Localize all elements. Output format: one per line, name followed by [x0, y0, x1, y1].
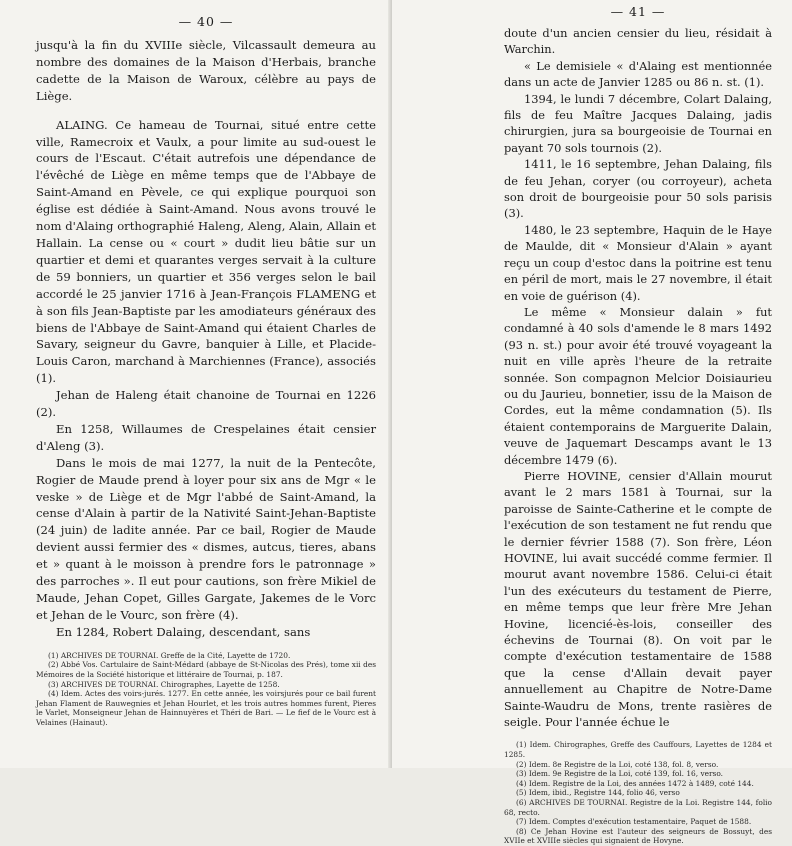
- right-body-text: [504, 25, 772, 730]
- left-page: [0, 0, 392, 768]
- footnote: (2) Abbé Vos. Cartulaire de Saint-Médard (abbaye de St-Nicolas des Prés), tome xii des Mémoires de la Société historique et littéraire de Tournai, p. 187.: [36, 660, 376, 679]
- paragraph: Dans le mois de mai 1277, la nuit de la Pentecôte, Rogier de Maude prend à loyer pour six ans de Mgr « le veske » de Liège et de Mgr l'abbé de Saint-Amand, la cense d'Alain à partir de la Nativité Saint-Jehan-Baptiste (24 juin) de ladite année. Par ce bail, Rogier de Maude devient aussi fermier des « dismes, autcus, tieres, abans et » quant à le moisson à prendre fors le patronnage » des parroches ». Il eut pour cautions, son frère Mikiel de Maude, Jehan Copet, Gilles Gargate, Jakemes de le Vorc et Jehan de le Vourc, son frère (4).: [36, 455, 376, 622]
- paragraph: jusqu'à la fin du XVIIIe siècle, Vilcassault demeura au nombre des domaines de la Maison d'Herbais, branche cadette de la Maison de Waroux, célèbre au pays de Liège.: [36, 38, 376, 103]
- footnote: (3) ARCHIVES DE TOURNAI. Chirographes, Layette de 1258.: [48, 679, 280, 689]
- paragraph: 1411, le 16 septembre, Jehan Dalaing, fils de feu Jehan, coryer (ou corroyeur), acheta son droit de bourgeoisie pour 50 sols parisis (3).: [504, 157, 772, 221]
- page-number-left: — 40 —: [178, 14, 234, 29]
- footnote: (3) Idem. 9e Registre de la Loi, coté 139, fol. 16, verso.: [516, 769, 723, 779]
- right-footnotes: [504, 740, 772, 846]
- paragraph: En 1284, Robert Dalaing, descendant, sans: [56, 624, 311, 639]
- paragraph: Pierre HOVINE, censier d'Allain mourut avant le 2 mars 1581 à Tournai, sur la paroisse de Sainte-Catherine et le compte de l'exécution de son testament ne fut rendu que le dernier février 1588 (7). Son frère, Léon HOVINE, lui avait succédé comme fermier. Il mourut avant novembre 1586. Celui-ci était l'un des exécuteurs du testament de Pierre, en même temps que leur frère Mre Jehan Hovine, licencié-ès-lois, conseiller des échevins de Tournai (8). On voit par le compte d'exécution testamentaire de 1588 que la cense d'Allain devait payer annuellement au Chapitre de Notre-Dame Sainte-Waudru de Mons, trente rasières de seigle. Pour l'année échue le: [504, 468, 772, 730]
- footnote: (7) Idem. Comptes d'exécution testamentaire, Paquet de 1588.: [516, 817, 752, 827]
- paragraph: 1480, le 23 septembre, Haquin de le Haye de Maulde, dit « Monsieur d'Alain » ayant reçu un coup d'estoc dans la poitrine est tenu en péril de mort, mais le 27 novembre, il était en voie de guérison (4).: [504, 222, 772, 303]
- paragraph: Jehan de Haleng était chanoine de Tournai en 1226 (2).: [36, 388, 376, 420]
- paragraph-alaing: ALAING. Ce hameau de Tournai, situé entre cette ville, Ramecroix et Vaulx, a pour limite au sud-ouest le cours de l'Escaut. C'était autrefois une dépendance de l'évêché de Liège en même temps que de l'Abbaye de Saint-Amand en Pèvele, ce qui explique pourquoi son église est dédiée à Saint-Amand. Nous avons trouvé le nom d'Alaing orthographié Haleng, Aleng, Alain, Allain et Hallain. La cense ou « court » dudit lieu bâtie sur un quartier et demi et quarantes verges servait à la culture de 59 bonniers, un quartier et 356 verges selon le bail accordé le 25 janvier 1716 à Jean-François FLAMENG et à son fils Jean-Baptiste par les amodiateurs généraux des biens de l'Abbaye de Saint-Amand qui étaient Charles de Savary, seigneur du Gavre, banquier à Lille, et Placide-Louis Caron, marchand à Marchiennes (France), associés (1).: [36, 117, 376, 386]
- footnote: (2) Idem. 8e Registre de la Loi, coté 138, fol. 8, verso.: [516, 759, 719, 769]
- footnote: (5) Idem, ibid., Registre 144, folio 46, verso: [516, 788, 680, 798]
- footnote: (6) ARCHIVES DE TOURNAI. Registre de la Loi. Registre 144, folio 68, recto.: [504, 798, 772, 817]
- footnote: (1) Idem. Chirographes, Greffe des Cauffours, Layettes de 1284 et 1285.: [504, 740, 772, 760]
- paragraph: En 1258, Willaumes de Crespelaines était censier d'Aleng (3).: [36, 421, 376, 453]
- footnote: (1) ARCHIVES DE TOURNAI. Greffe de la Cité, Layette de 1720.: [48, 650, 291, 660]
- paragraph: doute d'un ancien censier du lieu, résidait à Warchin.: [504, 26, 772, 57]
- footnote: (8) Ce Jehan Hovine est l'auteur des seigneurs de Bossuyt, des XVIIe et XVIIIe siècles qui signaient de Hovyne.: [504, 826, 772, 846]
- paragraph: Le même « Monsieur dalain » fut condamné à 40 sols d'amende le 8 mars 1492 (93 n. st.) pour avoir été trouvé voyageant la nuit en ville après l'heure de la retraite sonnée. Son compagnon Melcior Doisiaurieu ou du Jaurieu, bonnetier, issu de la Maison de Cordes, eut la même condamnation (5). Ils étaient contemporains de Marguerite Dalain, veuve de Jaquemart Descamps avant le 13 décembre 1479 (6).: [504, 304, 772, 467]
- left-body-text: [36, 37, 376, 641]
- footnote: (4) Idem. Registre de la Loi, des années 1472 à 1489, coté 144.: [516, 778, 754, 788]
- paragraph: 1394, le lundi 7 décembre, Colart Dalaing, fils de feu Maître Jacques Dalaing, jadis chirurgien, jura sa bourgeoisie de Tournai en payant 70 sols tournois (2).: [504, 91, 772, 155]
- left-footnotes: [36, 651, 376, 728]
- right-page: [392, 0, 792, 846]
- page-number-right: — 41 —: [610, 4, 666, 19]
- paragraph: « Le demisiele « d'Alaing est mentionnée dans un acte de Janvier 1285 ou 86 n. st. (1).: [504, 58, 772, 90]
- footnote: (4) Idem. Actes des voirs-jurés. 1277. En cette année, les voirsjurés pour ce bail furent Jehan Flament de Rauwegnies et Jehan Hourlet, et les trois autres hommes furent, Pieres le Varlet, Monseigneur Jehan de Hainnuyères et Théri de Bari. — Le fief de le Vourc est à Velaines (Hainaut).: [36, 689, 376, 727]
